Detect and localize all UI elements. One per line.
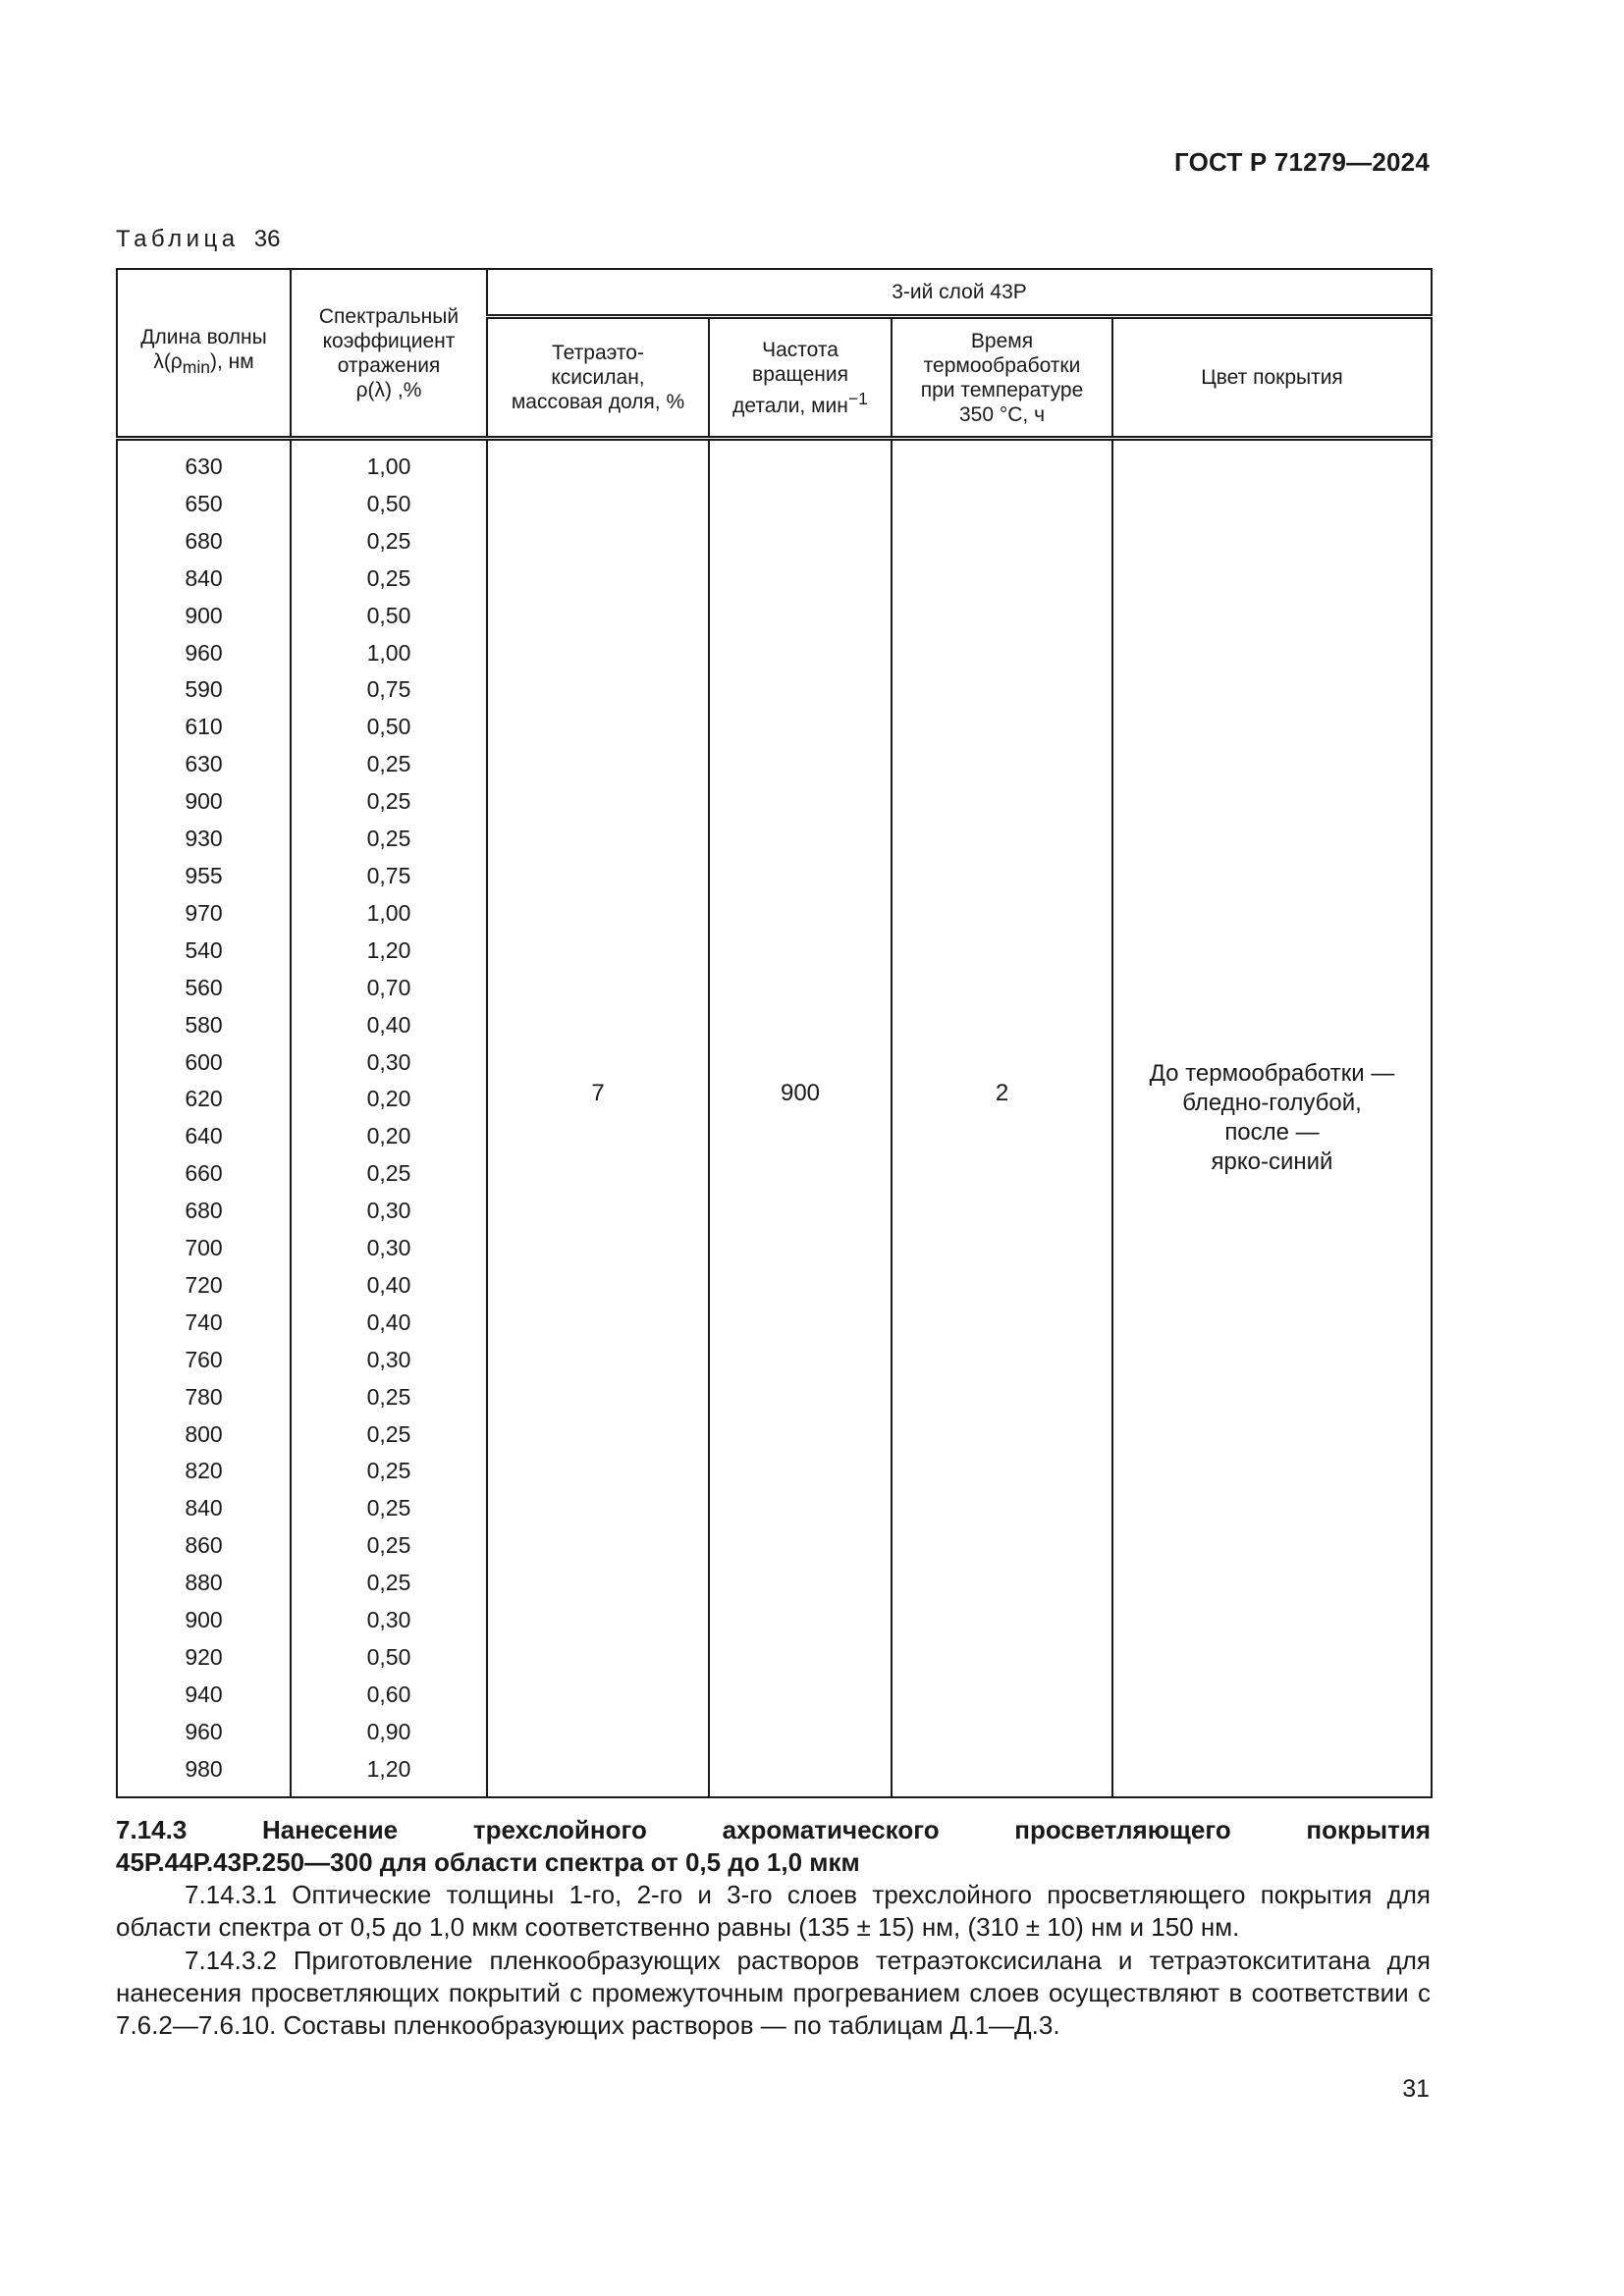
reflectance-cell: 0,25 xyxy=(291,1453,487,1490)
reflectance-cell: 0,25 xyxy=(291,1490,487,1527)
wavelength-cell: 930 xyxy=(117,821,291,858)
wavelength-cell: 540 xyxy=(117,933,291,970)
header-rotation-sup: −1 xyxy=(847,388,868,408)
reflectance-cell: 0,50 xyxy=(291,598,487,635)
reflectance-cell: 0,25 xyxy=(291,523,487,561)
table-row xyxy=(117,439,1432,486)
header-time xyxy=(892,317,1112,439)
wavelength-cell: 960 xyxy=(117,1714,291,1751)
wavelength-cell: 970 xyxy=(117,895,291,933)
wavelength-cell: 640 xyxy=(117,1118,291,1155)
wavelength-cell: 955 xyxy=(117,858,291,895)
wavelength-cell: 860 xyxy=(117,1527,291,1565)
reflectance-cell: 0,90 xyxy=(291,1714,487,1751)
reflectance-cell: 0,20 xyxy=(291,1118,487,1155)
table-caption-number: 36 xyxy=(253,226,281,252)
table-header xyxy=(117,269,1432,439)
paragraph-7-14-3-1 xyxy=(116,1879,1431,1944)
reflectance-cell: 0,30 xyxy=(291,1230,487,1267)
reflectance-cell: 0,40 xyxy=(291,1007,487,1044)
reflectance-cell: 0,25 xyxy=(291,783,487,821)
wavelength-cell: 900 xyxy=(117,783,291,821)
wavelength-cell: 760 xyxy=(117,1342,291,1379)
reflectance-cell: 0,50 xyxy=(291,1639,487,1677)
coating-color-line4: ярко-синий xyxy=(1211,1148,1333,1176)
page-number: 31 xyxy=(1402,2075,1430,2103)
header-time-line1: Время xyxy=(970,329,1034,352)
section-heading-line1: 7.14.3 Нанесение трехслойного ахроматического просветляющего покрытия xyxy=(116,1815,1431,1844)
wavelength-cell: 720 xyxy=(117,1267,291,1305)
reflectance-cell: 0,25 xyxy=(291,821,487,858)
reflectance-cell: 0,25 xyxy=(291,746,487,783)
reflectance-cell: 0,60 xyxy=(291,1677,487,1714)
header-wavelength-unit: ), нм xyxy=(209,350,254,374)
wavelength-cell: 920 xyxy=(117,1639,291,1677)
header-rotation-line2: вращения xyxy=(752,362,848,386)
header-time-line2: термообработки xyxy=(923,353,1081,377)
reflectance-cell: 1,20 xyxy=(291,1751,487,1797)
table-caption xyxy=(116,226,280,253)
reflectance-cell: 1,00 xyxy=(291,439,487,486)
wavelength-cell: 600 xyxy=(117,1044,291,1082)
coating-color-line2: бледно-голубой, xyxy=(1182,1090,1362,1117)
document-code: ГОСТ Р 71279—2024 xyxy=(1174,147,1430,177)
wavelength-cell: 840 xyxy=(117,1490,291,1527)
reflectance-cell: 0,50 xyxy=(291,486,487,523)
wavelength-cell: 980 xyxy=(117,1751,291,1797)
header-wavelength-formula: λ(ρ xyxy=(153,350,183,374)
section-heading-line2: 45Р.44Р.43Р.250—300 для области спектра от 0,5 до 1,0 мкм xyxy=(116,1847,860,1877)
reflectance-cell: 0,40 xyxy=(291,1267,487,1305)
header-rotation-line3: детали, мин xyxy=(732,394,848,417)
wavelength-cell: 660 xyxy=(117,1155,291,1193)
header-layer-group: 3-ий слой 43Р xyxy=(487,269,1432,317)
reflectance-cell: 1,00 xyxy=(291,635,487,672)
wavelength-cell: 740 xyxy=(117,1305,291,1342)
header-rotation-line1: Частота xyxy=(762,338,839,361)
wavelength-cell: 630 xyxy=(117,439,291,486)
reflectance-cell: 0,25 xyxy=(291,1416,487,1454)
coating-color-line1: До термообработки — xyxy=(1149,1060,1395,1088)
header-time-line4: 350 °С, ч xyxy=(958,402,1046,426)
wavelength-cell: 900 xyxy=(117,1602,291,1639)
reflectance-cell: 0,40 xyxy=(291,1305,487,1342)
reflectance-cell: 0,50 xyxy=(291,709,487,746)
reflectance-cell: 0,25 xyxy=(291,561,487,598)
wavelength-cell: 590 xyxy=(117,671,291,709)
header-reflectance-line4: ρ(λ) ,% xyxy=(355,378,422,401)
header-teos-line2: ксисилан, xyxy=(551,366,645,389)
header-reflectance-line3: отражения xyxy=(337,353,441,377)
reflectance-cell: 0,30 xyxy=(291,1602,487,1639)
header-wavelength-sub: min xyxy=(182,357,210,378)
teos-fraction-cell: 7 xyxy=(487,439,709,1797)
reflectance-cell: 0,20 xyxy=(291,1081,487,1118)
wavelength-cell: 900 xyxy=(117,598,291,635)
reflectance-cell: 0,70 xyxy=(291,970,487,1007)
paragraph-7-14-3-1-text: 7.14.3.1 Оптические толщины 1-го, 2-го и 3-го слоев трехслойного просветляющего покрытия для области спектра от 0,5 до 1,0 мкм соответственно равны (135 ± 15) нм, (310 ± 10) нм и 150 нм. xyxy=(116,1880,1431,1942)
header-teos-line1: Тетраэто- xyxy=(552,342,644,364)
heat-treatment-time-cell: 2 xyxy=(892,439,1112,1797)
wavelength-cell: 650 xyxy=(117,486,291,523)
wavelength-cell: 700 xyxy=(117,1230,291,1267)
wavelength-cell: 960 xyxy=(117,635,291,672)
wavelength-cell: 780 xyxy=(117,1379,291,1416)
reflectance-cell: 0,25 xyxy=(291,1379,487,1416)
table-body xyxy=(117,439,1432,1797)
wavelength-cell: 820 xyxy=(117,1453,291,1490)
coating-color-cell xyxy=(1112,439,1432,1797)
header-teos xyxy=(487,317,709,439)
header-rotation xyxy=(709,317,892,439)
header-reflectance-line1: Спектральный xyxy=(318,304,460,328)
reflectance-cell: 0,25 xyxy=(291,1155,487,1193)
rotation-frequency-cell: 900 xyxy=(709,439,892,1797)
wavelength-cell: 580 xyxy=(117,1007,291,1044)
reflectance-cell: 0,25 xyxy=(291,1565,487,1602)
header-wavelength-line1: Длина волны xyxy=(140,326,267,349)
header-teos-line3: массовая доля, % xyxy=(511,391,685,413)
paragraph-7-14-3-2-text: 7.14.3.2 Приготовление пленкообразующих растворов тетраэтоксисилана и тетраэтоксититана для нанесения просветляющих покрытий с промежуточным прогреванием слоев осуществляют в соответствии с 7.6.2—7.6.10. Составы пленкообразующих растворов — по таблицам Д.1—Д.3. xyxy=(116,1946,1431,2040)
wavelength-cell: 800 xyxy=(117,1416,291,1454)
header-wavelength xyxy=(117,269,291,439)
header-reflectance xyxy=(291,269,487,439)
reflectance-cell: 0,30 xyxy=(291,1044,487,1082)
wavelength-cell: 680 xyxy=(117,523,291,561)
wavelength-cell: 880 xyxy=(117,1565,291,1602)
header-reflectance-line2: коэффициент xyxy=(322,329,456,352)
wavelength-cell: 610 xyxy=(117,709,291,746)
reflectance-cell: 0,75 xyxy=(291,858,487,895)
paragraph-7-14-3-2 xyxy=(116,1945,1431,2042)
wavelength-cell: 620 xyxy=(117,1081,291,1118)
reflectance-table xyxy=(116,268,1433,1798)
reflectance-cell: 0,75 xyxy=(291,671,487,709)
table-caption-word: Таблица xyxy=(116,226,240,252)
reflectance-cell: 0,25 xyxy=(291,1527,487,1565)
wavelength-cell: 560 xyxy=(117,970,291,1007)
reflectance-cell: 1,20 xyxy=(291,933,487,970)
wavelength-cell: 940 xyxy=(117,1677,291,1714)
reflectance-cell: 0,30 xyxy=(291,1193,487,1230)
header-time-line3: при температуре xyxy=(920,378,1084,401)
coating-color-line3: после — xyxy=(1224,1119,1320,1147)
wavelength-cell: 630 xyxy=(117,746,291,783)
wavelength-cell: 680 xyxy=(117,1193,291,1230)
header-color: Цвет покрытия xyxy=(1112,317,1432,439)
wavelength-cell: 840 xyxy=(117,561,291,598)
reflectance-cell: 0,30 xyxy=(291,1342,487,1379)
reflectance-cell: 1,00 xyxy=(291,895,487,933)
